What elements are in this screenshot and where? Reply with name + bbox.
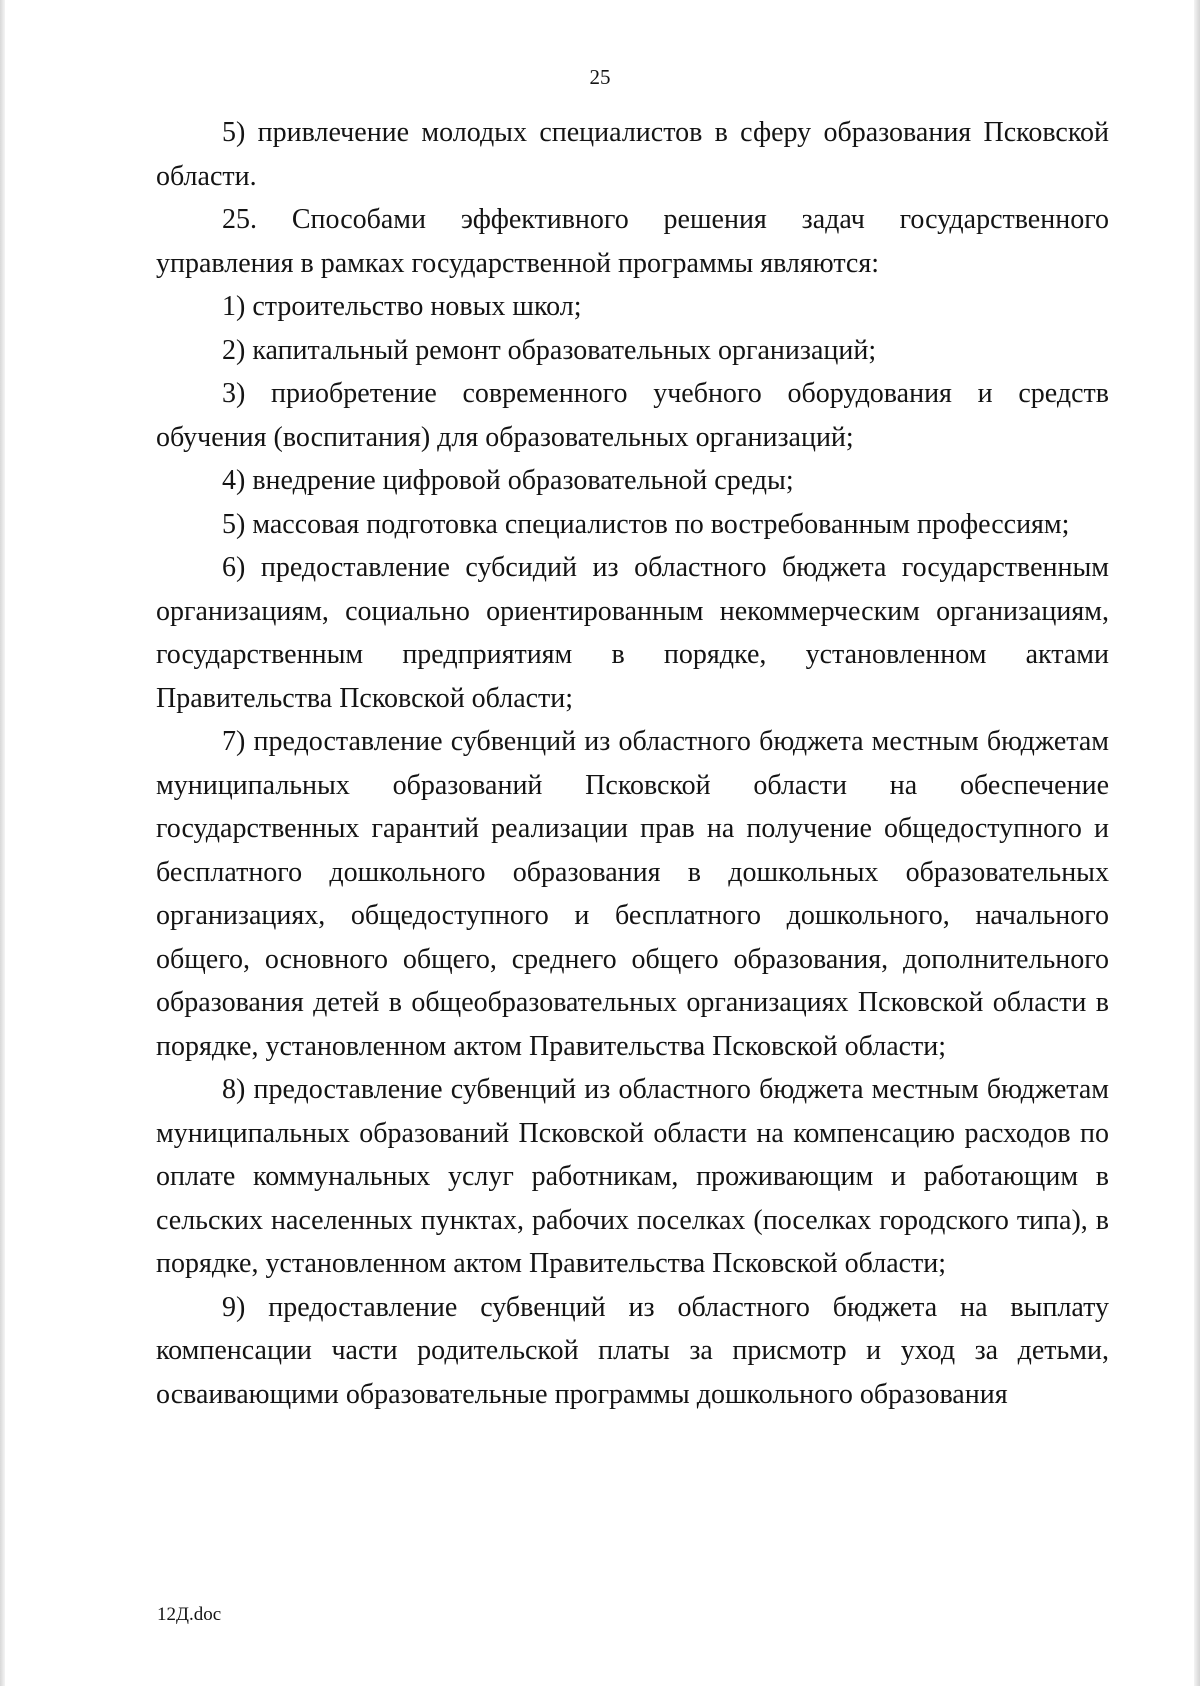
paragraph-item-8: 8) предоставление субвенций из областного бюджета местным бюджетам муниципальных образований Псковской области на компенсацию расходов по оплате коммунальных услуг работникам, проживающим и работающим в сельских населенных пунктах, рабочих поселках (поселках городского типа), в порядке, установленном актом Правительства Псковской области; — [156, 1074, 1109, 1279]
paragraph-item-4: 4) внедрение цифровой образовательной среды; — [222, 465, 794, 496]
paragraph-item-2: 2) капитальный ремонт образовательных организаций; — [222, 334, 877, 366]
scan-edge-right — [1194, 0, 1200, 1686]
paragraph-section-25: 25. Способами эффективного решения задач государственного управления в рамках государственной программы являются: — [156, 204, 1109, 279]
scan-edge-left — [0, 0, 5, 1686]
footer-filename: 12Д.doc — [157, 1604, 222, 1625]
paragraph-item-3: 3) приобретение современного учебного оборудования и средств обучения (воспитания) для образовательных организаций; — [156, 378, 1109, 453]
paragraph-item-7: 7) предоставление субвенций из областного бюджета местным бюджетам муниципальных образований Псковской области на обеспечение государственных гарантий реализации прав на получение общедоступного и бесплатного дошкольного образования в дошкольных образовательных организациях, общедоступного и бесплатного дошкольного, начального общего, основного общего, среднего общего образования, дополнительного образования детей в общеобразовательных организациях Псковской области в порядке, установленном актом Правительства Псковской области; — [156, 726, 1109, 1062]
document-body — [156, 111, 1109, 1416]
paragraph-item-5-young-specialists: 5) привлечение молодых специалистов в сферу образования Псковской области. — [156, 117, 1109, 192]
paragraph-item-1: 1) строительство новых школ; — [222, 291, 582, 322]
page-number: 25 — [589, 65, 611, 89]
paragraph-item-9: 9) предоставление субвенций из областного бюджета на выплату компенсации части родительской платы за присмотр и уход за детьми, осваивающими образовательные программы дошкольного образования — [156, 1291, 1109, 1410]
paragraph-item-5: 5) массовая подготовка специалистов по востребованным профессиям; — [222, 508, 1070, 540]
paragraph-item-6: 6) предоставление субсидий из областного бюджета государственным организациям, социально ориентированным некоммерческим организациям, государственным предприятиям в порядке, установленном актами Правительства Псковской области; — [156, 552, 1109, 714]
